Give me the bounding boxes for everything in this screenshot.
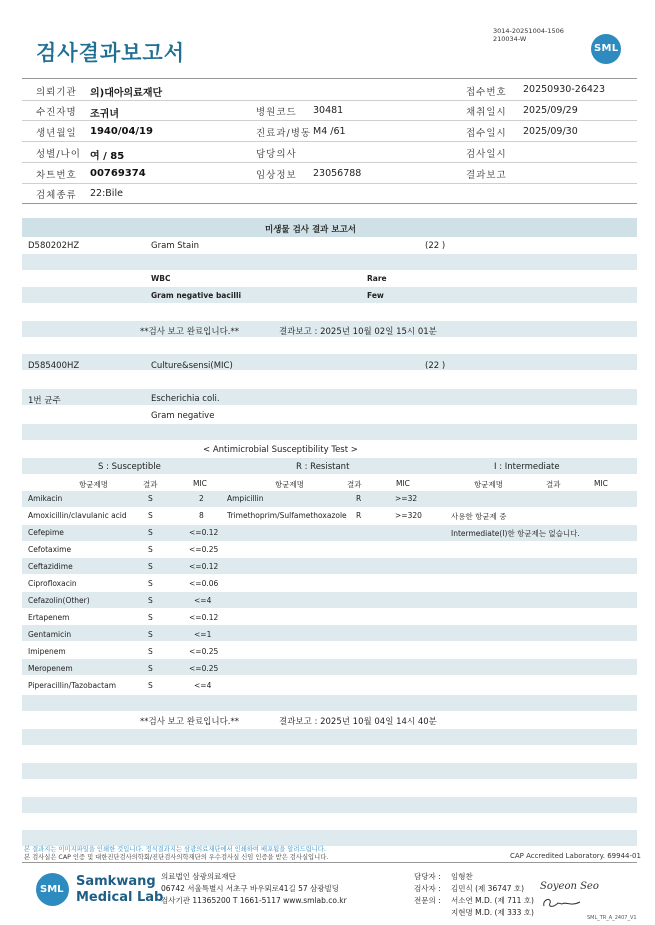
- doctor-label: 담당의사: [256, 149, 297, 160]
- report-complete-1: **검사 보고 완료입니다.**: [140, 327, 240, 337]
- drug-name: Amikacin: [28, 494, 63, 503]
- requester-label: 의뢰기관: [36, 87, 77, 98]
- drug-name: Ampicillin: [227, 494, 264, 503]
- culture-code: D585400HZ: [28, 361, 80, 371]
- report-time-2: 결과보고 : 2025년 10월 04일 14시 40분: [279, 717, 437, 727]
- dept-label: 진료과/병동: [256, 128, 312, 139]
- report-time-1: 결과보고 : 2025년 10월 02일 15시 01분: [279, 327, 437, 337]
- r-col-mic: MIC: [396, 479, 410, 488]
- page-title: 검사결과보고서: [36, 41, 186, 65]
- report-complete-2: **검사 보고 완료입니다.**: [140, 717, 240, 727]
- clinical-info-value: 23056788: [313, 168, 362, 179]
- signature-1: Soyeon Seo: [540, 881, 599, 892]
- drug-name: Gentamicin: [28, 630, 72, 639]
- drug-name: Imipenem: [28, 647, 66, 656]
- section-title: 미생물 검사 결과 보고서: [265, 225, 356, 235]
- dept-value: M4 /61: [313, 126, 346, 137]
- drug-name: Cefepime: [28, 528, 64, 537]
- drug-name: Ciprofloxacin: [28, 579, 77, 588]
- drug-result: S: [148, 664, 153, 673]
- cap-accreditation: CAP Accredited Laboratory. 69944-01: [510, 852, 641, 860]
- drug-result: S: [148, 562, 153, 571]
- chart-no-value: 00769374: [90, 168, 146, 179]
- drug-mic: 8: [199, 511, 204, 520]
- drug-result: S: [148, 613, 153, 622]
- print-notice: 본 결과지는 이미지파일을 인쇄한 것입니다. 정식결과지는 삼광의료재단에서 인쇄하여 배포됨을 알려드립니다.: [24, 846, 326, 853]
- receipt-date-label: 접수일시: [466, 128, 507, 139]
- organism-gram: Gram negative: [151, 411, 215, 421]
- clinical-info-label: 임상정보: [256, 170, 297, 181]
- result-report-label: 결과보고: [466, 170, 507, 181]
- drug-name: Trimethoprim/Sulfamethoxazole: [227, 511, 347, 520]
- intermediate-note-1: 사용한 항균제 중: [451, 512, 507, 521]
- drug-name: Ceftazidime: [28, 562, 73, 571]
- organism-label: 1번 균주: [28, 396, 61, 406]
- gnb-label: Gram negative bacilli: [151, 291, 242, 300]
- gnb-value: Few: [367, 291, 384, 300]
- expert-value-2: 지현명 M.D. (제 333 호): [451, 908, 534, 917]
- i-col-result: 결과: [546, 480, 561, 489]
- organization-name: 의료법인 삼광의료재단: [161, 872, 236, 881]
- sex-age-label: 성별/나이: [36, 149, 81, 160]
- receipt-no-label: 접수번호: [466, 87, 507, 98]
- organization-address: 06742 서울특별시 서초구 바우뫼로41길 57 삼광빌딩: [161, 884, 340, 893]
- gram-stain-number: (22 ): [425, 241, 446, 251]
- drug-result: S: [148, 647, 153, 656]
- drug-result: S: [148, 528, 153, 537]
- drug-mic: <=4: [194, 596, 212, 605]
- s-col-drug: 항균제명: [79, 480, 108, 489]
- signature-2: [540, 895, 585, 911]
- wbc-label: WBC: [151, 274, 171, 283]
- requester-value: 의)대아의료재단: [90, 88, 163, 99]
- hospital-code-label: 병원코드: [256, 107, 297, 118]
- receipt-no-value: 20250930-26423: [523, 84, 606, 95]
- document-id: [493, 27, 564, 43]
- wbc-value: Rare: [367, 274, 387, 283]
- staff-value: 임형찬: [451, 872, 473, 881]
- drug-result: S: [148, 596, 153, 605]
- sml-logo-text: SML: [594, 43, 619, 54]
- culture-name: Culture&sensi(MIC): [151, 361, 233, 371]
- organization-contact: 검사기관 11365200 T 1661-5117 www.smlab.co.kr: [161, 896, 347, 905]
- r-col-drug: 항균제명: [275, 480, 304, 489]
- gram-stain-name: Gram Stain: [151, 241, 199, 251]
- drug-result: S: [148, 579, 153, 588]
- drug-name: Ertapenem: [28, 613, 70, 622]
- drug-result: S: [148, 545, 153, 554]
- legend-susceptible: S : Susceptible: [98, 462, 161, 472]
- drug-mic: <=1: [194, 630, 212, 639]
- test-date-label: 검사일시: [466, 149, 507, 160]
- i-col-mic: MIC: [594, 479, 608, 488]
- drug-result: S: [148, 630, 153, 639]
- drug-mic: <=0.25: [189, 664, 219, 673]
- drug-mic: >=32: [395, 494, 418, 503]
- drug-result: S: [148, 511, 153, 520]
- legend-resistant: R : Resistant: [296, 462, 350, 472]
- drug-result: S: [148, 494, 153, 503]
- expert-value-1: 서소연 M.D. (제 711 호): [451, 896, 534, 905]
- form-code: SML_TR_A_2407_V1: [587, 915, 637, 921]
- samkwang-logo-mark: SML: [40, 884, 64, 895]
- staff-label: 담당자 :: [414, 872, 441, 881]
- specimen-label: 검체종류: [36, 190, 77, 201]
- organism-name: Escherichia coli.: [151, 394, 220, 404]
- drug-name: Cefazolin(Other): [28, 596, 90, 605]
- sex-age-value: 여 / 85: [90, 151, 125, 162]
- document-id-line-1: 3014-20251004-1506: [493, 27, 564, 35]
- drug-result: R: [356, 511, 362, 520]
- birth-value: 1940/04/19: [90, 126, 153, 137]
- drug-name: Cefotaxime: [28, 545, 72, 554]
- drug-mic: <=0.12: [189, 613, 219, 622]
- drug-mic: <=0.25: [189, 647, 219, 656]
- gram-stain-code: D580202HZ: [28, 241, 80, 251]
- drug-result: S: [148, 681, 153, 690]
- expert-label: 전문의 :: [414, 896, 441, 905]
- drug-mic: <=0.12: [189, 562, 219, 571]
- receipt-date-value: 2025/09/30: [523, 126, 578, 137]
- drug-mic: <=0.06: [189, 579, 219, 588]
- s-col-result: 결과: [143, 480, 158, 489]
- patient-label: 수진자명: [36, 107, 77, 118]
- lab-name-line-2: Medical Lab: [76, 890, 164, 905]
- culture-number: (22 ): [425, 361, 446, 371]
- birth-label: 생년월일: [36, 128, 77, 139]
- intermediate-note-2: Intermediate(I)한 항균제는 없습니다.: [451, 529, 580, 538]
- hospital-code-value: 30481: [313, 105, 344, 116]
- collect-date-value: 2025/09/29: [523, 105, 578, 116]
- legend-intermediate: I : Intermediate: [494, 462, 560, 472]
- drug-mic: <=0.12: [189, 528, 219, 537]
- ast-title: < Antimicrobial Susceptibility Test >: [203, 445, 358, 455]
- drug-mic: <=4: [194, 681, 212, 690]
- s-col-mic: MIC: [193, 479, 207, 488]
- lab-name-line-1: Samkwang: [76, 874, 156, 889]
- collect-date-label: 채취일시: [466, 107, 507, 118]
- drug-mic: >=320: [395, 511, 422, 520]
- drug-name: Amoxicillin/clavulanic acid: [28, 511, 127, 520]
- patient-value: 조귀녀: [90, 109, 119, 120]
- tester-label: 검사자 :: [414, 884, 441, 893]
- r-col-result: 결과: [347, 480, 362, 489]
- specimen-value: 22:Bile: [90, 188, 123, 199]
- drug-mic: 2: [199, 494, 204, 503]
- drug-name: Piperacillin/Tazobactam: [28, 681, 117, 690]
- drug-result: R: [356, 494, 362, 503]
- i-col-drug: 항균제명: [474, 480, 503, 489]
- document-id-line-2: 210034-W: [493, 35, 527, 43]
- certification-note: 본 검사실은 CAP 인증 및 대한진단검사의학회/진단검사의학재단의 우수검사실 신임 인증을 받은 검사실입니다.: [24, 854, 329, 861]
- drug-mic: <=0.25: [189, 545, 219, 554]
- chart-no-label: 차트번호: [36, 170, 77, 181]
- tester-value: 김민식 (제 36747 호): [451, 884, 525, 893]
- drug-name: Meropenem: [28, 664, 73, 673]
